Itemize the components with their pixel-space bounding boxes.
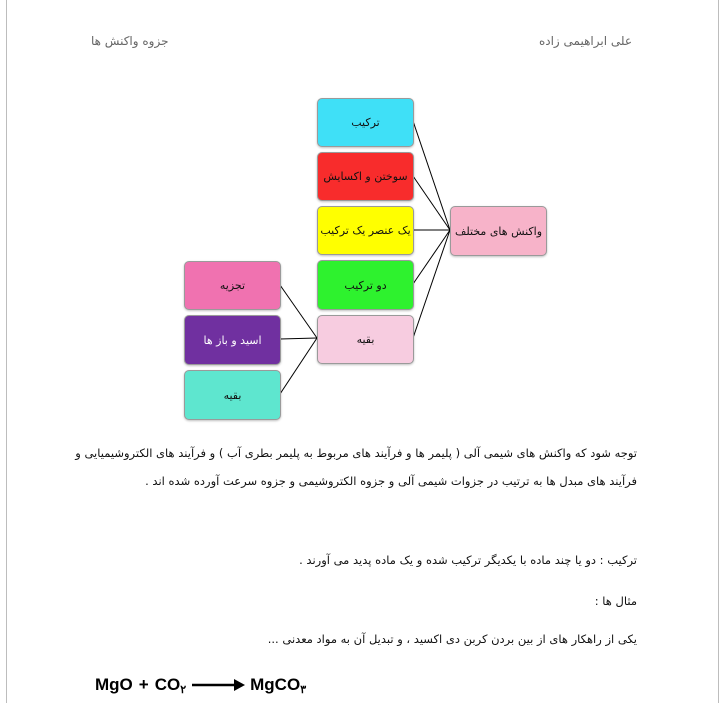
paragraph-1-line-1: توجه شود که واکنش های شیمی آلی ( پلیمر ها و فرآیند های مربوط به پلیمر بطری آب ) و فرآیند های الکتروشیمیایی و bbox=[75, 446, 637, 460]
diagram-branch-5-label: بقیه bbox=[356, 333, 375, 346]
diagram-sub-3-box bbox=[184, 370, 281, 420]
diagram-branch-2-box bbox=[317, 152, 414, 201]
connector-root-branch-5 bbox=[413, 230, 450, 338]
paragraph-2: ترکیب : دو یا چند ماده با یکدیگر ترکیب شده و یک ماده پدید می آورند . bbox=[299, 553, 637, 567]
chemical-equation bbox=[95, 673, 306, 697]
diagram-root-label: واکنش های مختلف bbox=[454, 224, 543, 238]
diagram-branch-1-box bbox=[317, 98, 414, 147]
diagram-sub-1-label: تجزیه bbox=[219, 279, 246, 292]
diagram-branch-4-box bbox=[317, 260, 414, 310]
reaction-arrow-icon bbox=[190, 678, 246, 692]
diagram-branch-3-box bbox=[317, 206, 414, 255]
connector-branch5-sub-3 bbox=[280, 338, 317, 394]
diagram-sub-2-label: اسید و باز ها bbox=[203, 333, 262, 347]
diagram-branch-2-label: سوختن و اکسایش bbox=[323, 170, 408, 183]
equation-product: MgCO bbox=[250, 675, 301, 694]
equation-reactant-1: MgO bbox=[95, 675, 133, 694]
diagram-sub-3-label: بقیه bbox=[223, 388, 242, 402]
diagram-branch-3-label: یک عنصر یک ترکیب bbox=[320, 224, 411, 237]
header-title: جزوه واکنش ها bbox=[91, 34, 169, 48]
diagram-branch-1-label: ترکیب bbox=[351, 116, 380, 129]
header-author: علی ابراهیمی زاده bbox=[538, 34, 632, 48]
diagram-root-box bbox=[450, 206, 547, 256]
connector-root-branch-4 bbox=[413, 230, 450, 284]
connector-root-branch-2 bbox=[413, 176, 450, 230]
equation-reactant-2-subscript: ۲ bbox=[180, 683, 187, 696]
diagram-sub-1-box bbox=[184, 261, 281, 310]
equation-product-subscript: ۳ bbox=[300, 683, 307, 696]
diagram-sub-2-box bbox=[184, 315, 281, 365]
diagram-branch-4-label: دو ترکیب bbox=[344, 278, 387, 292]
equation-reactant-2: CO bbox=[154, 675, 181, 694]
paragraph-1-line-2: فرآیند های مبدل ها به ترتیب در جزوات شیمی آلی و جزوه الکتروشیمی و جزوه سرعت آورده شده اند . bbox=[145, 474, 637, 488]
paragraph-3: یکی از راهکار های از بین بردن کربن دی اکسید ، و تبدیل آن به مواد معدنی ... bbox=[267, 632, 637, 646]
connector-branch5-sub-1 bbox=[280, 285, 317, 338]
connector-root-branch-1 bbox=[413, 121, 450, 230]
examples-label: مثال ها : bbox=[594, 594, 637, 608]
equation-plus: + bbox=[138, 675, 149, 694]
connector-branch5-sub-2 bbox=[280, 338, 317, 339]
diagram-branch-5-box bbox=[317, 315, 414, 364]
